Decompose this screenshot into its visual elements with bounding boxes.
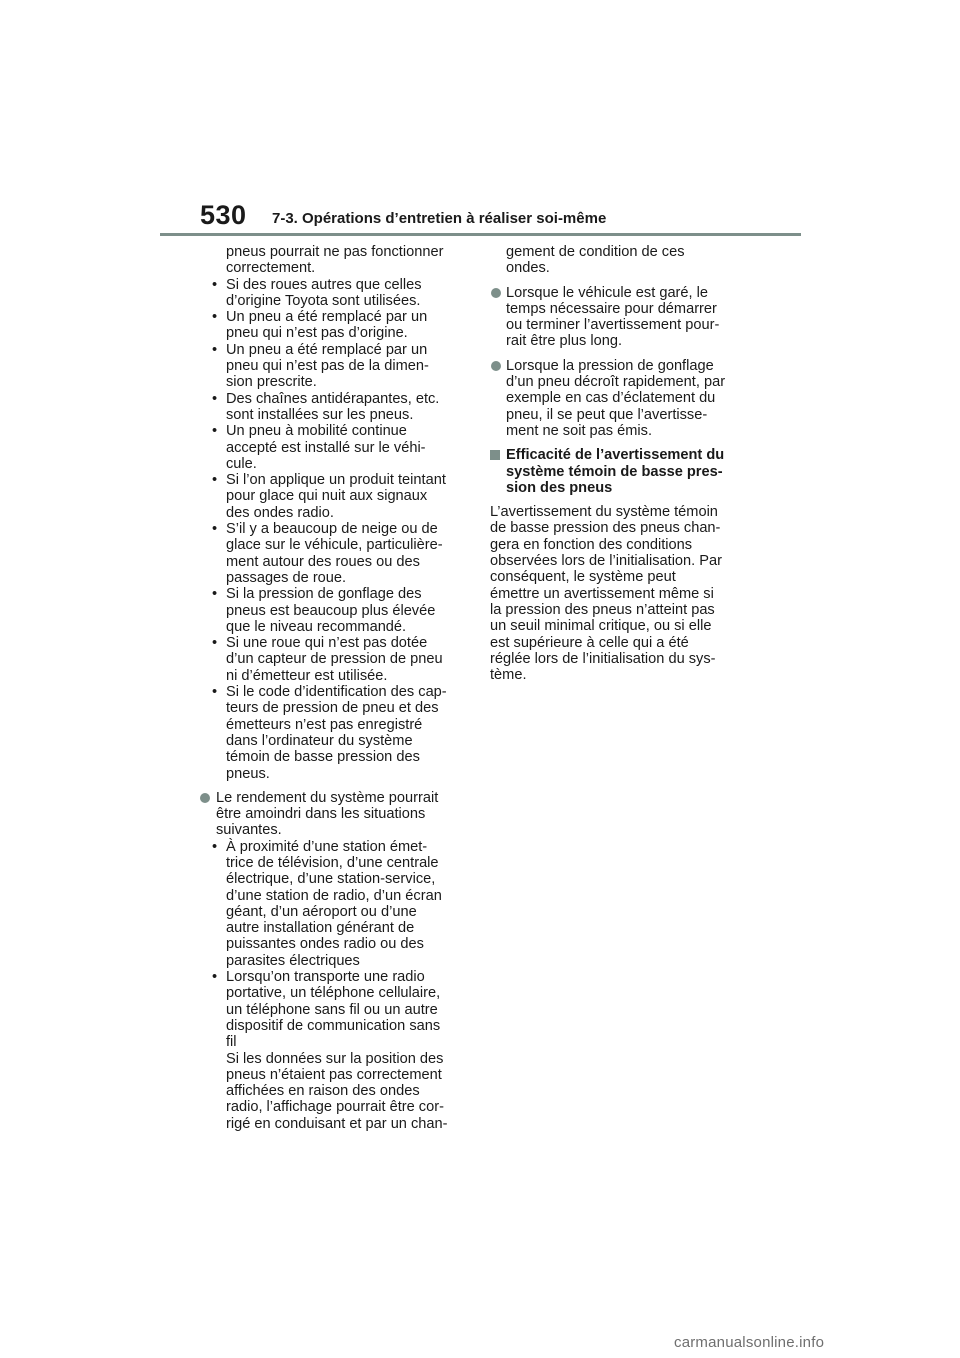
text-line: sion prescrite. xyxy=(226,374,317,391)
text-line: radio, l’affichage pourrait être cor- xyxy=(226,1099,444,1116)
circle-item xyxy=(200,790,470,839)
text-line: de basse pression des pneus chan- xyxy=(490,520,721,537)
text-line: émettre un avertissement même si xyxy=(490,585,714,602)
text-line: glace sur le véhicule, particulière- xyxy=(226,537,443,554)
bullet-item xyxy=(200,521,470,586)
text-line: pneu qui n’est pas de la dimen- xyxy=(226,358,429,375)
text-line: suivantes. xyxy=(216,822,282,839)
text-line: teurs de pression de pneu et des xyxy=(226,700,439,717)
text-line: pneus est beaucoup plus élevée xyxy=(226,602,436,619)
bullet-item xyxy=(200,684,470,782)
text-line: temps nécessaire pour démarrer xyxy=(506,300,717,317)
text-line: Un pneu à mobilité continue xyxy=(226,423,407,440)
text-line: la pression des pneus n’atteint pas xyxy=(490,601,715,618)
bullet-item xyxy=(200,472,470,521)
section-heading xyxy=(490,447,756,496)
bullet-dot-icon: • xyxy=(212,586,218,603)
circle-bullet-icon xyxy=(491,288,501,298)
text-line: un téléphone sans fil ou un autre xyxy=(226,1001,438,1018)
continuation-text xyxy=(490,244,756,277)
bullet-dot-icon: • xyxy=(212,521,218,538)
text-line: Si l’on applique un produit teintant xyxy=(226,472,446,489)
circle-item xyxy=(490,358,756,439)
bullet-item xyxy=(200,969,470,1050)
bullet-item xyxy=(200,309,470,342)
right-column xyxy=(490,244,756,683)
text-line: d’une station de radio, d’un écran xyxy=(226,887,442,904)
text-line: que le niveau recommandé. xyxy=(226,618,407,635)
text-line: témoin de basse pression des xyxy=(226,749,420,766)
bullet-item xyxy=(200,423,470,472)
text-line: conséquent, le système peut xyxy=(490,569,676,586)
text-line: gement de condition de ces xyxy=(506,244,685,260)
text-line: fil xyxy=(226,1034,237,1051)
text-line: Lorsque le véhicule est garé, le xyxy=(506,284,709,301)
text-line: cule. xyxy=(226,455,257,472)
body-paragraph xyxy=(490,504,756,683)
text-line: sont installées sur les pneus. xyxy=(226,406,414,423)
text-line: géant, d’un aéroport ou d’une xyxy=(226,903,417,920)
text-line: un seuil minimal critique, ou si elle xyxy=(490,618,712,635)
text-line: correctement. xyxy=(226,260,316,277)
text-line: Un pneu a été remplacé par un xyxy=(226,341,428,358)
text-line: À proximité d’une station émet- xyxy=(226,838,428,855)
text-line: autre installation générant de xyxy=(226,920,415,937)
text-line: ment ne soit pas émis. xyxy=(506,422,653,439)
text-line: pneu, il se peut que l’avertisse- xyxy=(506,406,708,423)
text-line: Lorsqu’on transporte une radio xyxy=(226,969,425,986)
text-line: sion des pneus xyxy=(506,479,613,496)
text-line: Des chaînes antidérapantes, etc. xyxy=(226,390,440,407)
bullet-dot-icon: • xyxy=(212,838,218,855)
text-line: réglée lors de l’initialisation du sys- xyxy=(490,650,716,667)
text-line: pneus pourrait ne pas fonctionner xyxy=(226,244,444,260)
text-line: électrique, d’une station-service, xyxy=(226,871,436,888)
bullet-dot-icon: • xyxy=(212,276,218,293)
text-line: Efficacité de l’avertissement du xyxy=(506,447,725,464)
text-line: Si le code d’identification des cap- xyxy=(226,684,447,701)
text-line: pneus. xyxy=(226,765,270,782)
text-line: ou terminer l’avertissement pour- xyxy=(506,317,720,334)
trailing-text xyxy=(200,1051,470,1132)
text-line: est supérieure à celle qui a été xyxy=(490,634,689,651)
circle-bullet-icon xyxy=(491,361,501,371)
text-line: des ondes radio. xyxy=(226,504,334,521)
text-line: ment autour des roues ou des xyxy=(226,553,420,570)
text-line: être amoindri dans les situations xyxy=(216,806,426,823)
text-line: Si les données sur la position des xyxy=(226,1050,444,1067)
bullet-dot-icon: • xyxy=(212,472,218,489)
text-line: dans l’ordinateur du système xyxy=(226,732,413,749)
text-line: L’avertissement du système témoin xyxy=(490,504,718,521)
bullet-dot-icon: • xyxy=(212,390,218,407)
bullet-dot-icon: • xyxy=(212,684,218,701)
bullet-item xyxy=(200,391,470,424)
text-line: ondes. xyxy=(506,260,550,277)
text-line: ni d’émetteur est utilisée. xyxy=(226,667,388,684)
text-line: dispositif de communication sans xyxy=(226,1017,441,1034)
bullet-item xyxy=(200,586,470,635)
text-line: d’un pneu décroît rapidement, par xyxy=(506,374,726,391)
intro-text xyxy=(200,244,470,277)
text-line: Si des roues autres que celles xyxy=(226,276,422,293)
text-line: émetteurs n’est pas enregistré xyxy=(226,716,423,733)
text-line: d’origine Toyota sont utilisées. xyxy=(226,292,421,309)
text-line: système témoin de basse pres- xyxy=(506,463,723,480)
text-line: gera en fonction des conditions xyxy=(490,536,693,553)
text-line: affichées en raison des ondes xyxy=(226,1083,420,1100)
section-title: 7-3. Opérations d’entretien à réaliser soi-même xyxy=(272,210,607,227)
bullet-dot-icon: • xyxy=(212,341,218,358)
text-line: tème. xyxy=(490,667,527,684)
text-line: S’il y a beaucoup de neige ou de xyxy=(226,521,438,538)
bullet-item xyxy=(200,277,470,310)
text-line: parasites électriques xyxy=(226,952,360,969)
page-number: 530 xyxy=(200,200,247,230)
text-line: pour glace qui nuit aux signaux xyxy=(226,488,428,505)
text-line: pneus n’étaient pas correctement xyxy=(226,1066,442,1083)
watermark: carmanualsonline.info xyxy=(674,1334,825,1351)
bullet-item xyxy=(200,635,470,684)
bullet-dot-icon: • xyxy=(212,309,218,326)
text-line: Lorsque la pression de gonflage xyxy=(506,357,714,374)
bullet-item xyxy=(200,839,470,969)
bullet-dot-icon: • xyxy=(212,635,218,652)
left-column xyxy=(200,244,470,1132)
text-line: Le rendement du système pourrait xyxy=(216,789,439,806)
text-line: puissantes ondes radio ou des xyxy=(226,936,424,953)
text-line: exemple en cas d’éclatement du xyxy=(506,390,716,407)
text-line: rigé en conduisant et par un chan- xyxy=(226,1115,448,1132)
text-line: Si une roue qui n’est pas dotée xyxy=(226,635,428,652)
text-line: Un pneu a été remplacé par un xyxy=(226,309,428,326)
header-rule xyxy=(160,233,801,236)
text-line: Si la pression de gonflage des xyxy=(226,586,422,603)
text-line: trice de télévision, d’une centrale xyxy=(226,854,439,871)
bullet-dot-icon: • xyxy=(212,423,218,440)
text-line: accepté est installé sur le véhi- xyxy=(226,439,426,456)
text-line: rait être plus long. xyxy=(506,333,623,350)
circle-bullet-icon xyxy=(200,793,210,803)
text-line: passages de roue. xyxy=(226,569,347,586)
text-line: observées lors de l’initialisation. Par xyxy=(490,553,722,570)
bullet-item xyxy=(200,342,470,391)
square-bullet-icon xyxy=(490,450,500,460)
bullet-dot-icon: • xyxy=(212,969,218,986)
text-line: pneu qui n’est pas d’origine. xyxy=(226,325,408,342)
circle-item xyxy=(490,285,756,350)
text-line: portative, un téléphone cellulaire, xyxy=(226,985,441,1002)
text-line: d’un capteur de pression de pneu xyxy=(226,651,443,668)
